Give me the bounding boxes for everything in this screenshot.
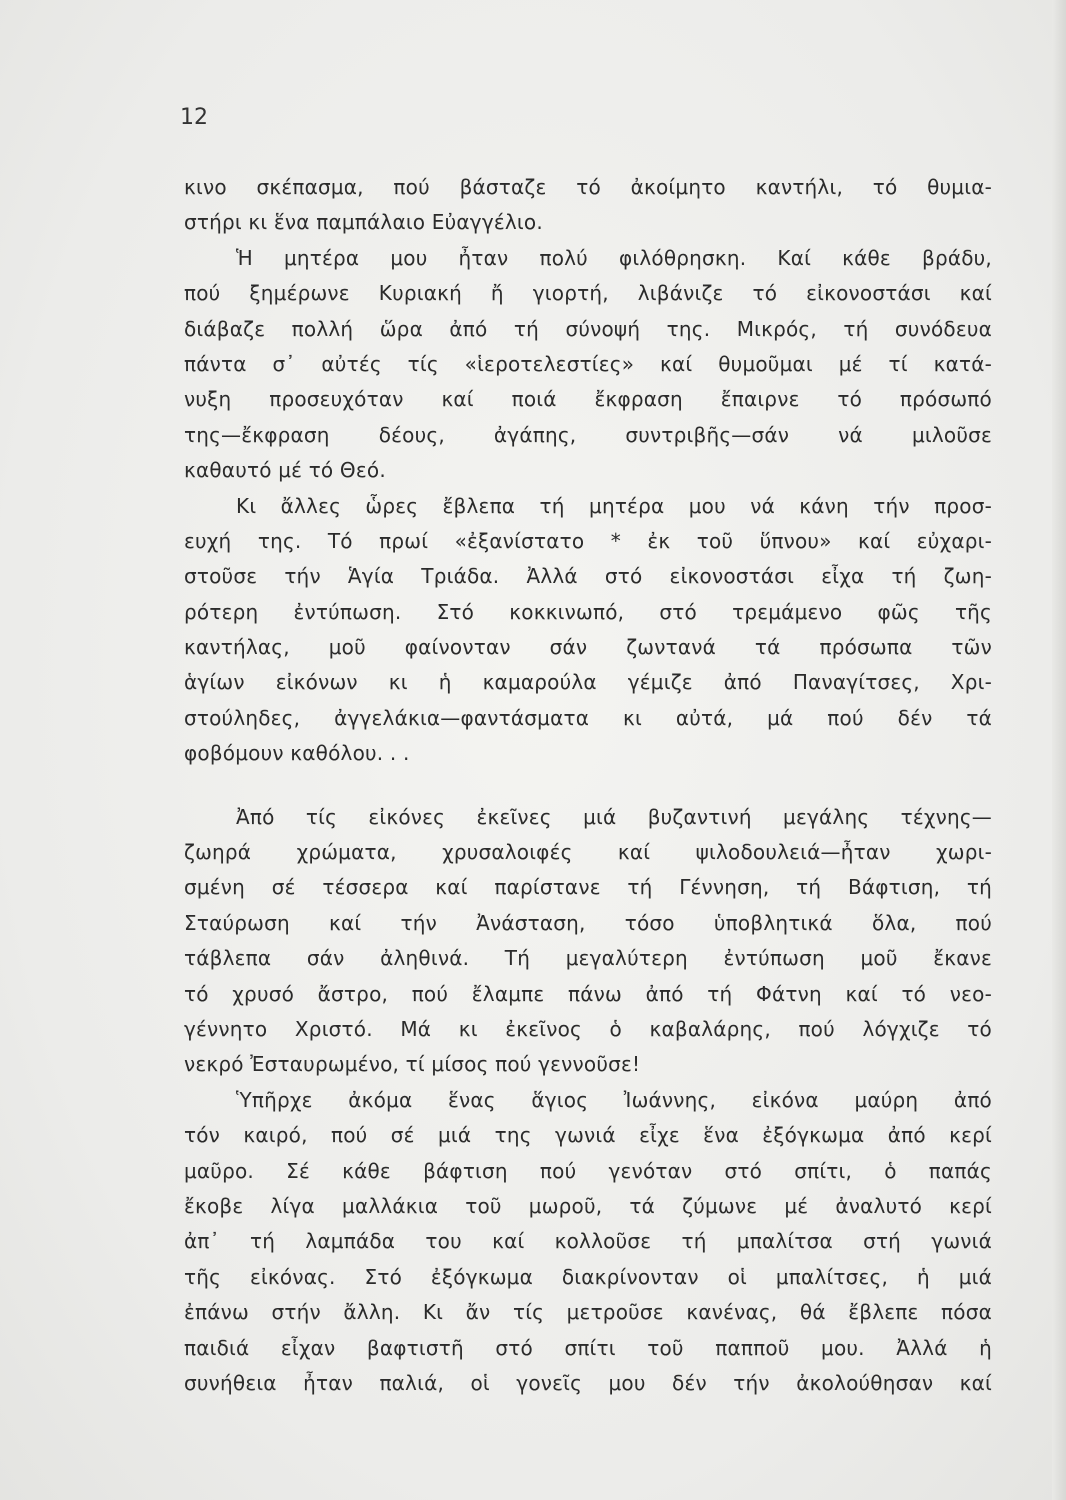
page-edge xyxy=(1052,0,1066,1500)
text-line: τῆς εἰκόνας. Στό ἐξόγκωμα διακρίνονταν οἱ μπαλίτσες, ἡ μιά xyxy=(184,1264,992,1289)
text-line: ρότερη ἐντύπωση. Στό κοκκινωπό, στό τρεμάμενο φῶς τῆς xyxy=(184,599,992,624)
text-line: τό χρυσό ἄστρο, πού ἔλαμπε πάνω ἀπό τή Φάτνη καί τό νεο- xyxy=(184,981,992,1006)
text-line: της—ἔκφραση δέους, ἀγάπης, συντριβῆς—σάν νά μιλοῦσε xyxy=(184,422,992,447)
text-line: ἀπ᾽ τή λαμπάδα του καί κολλοῦσε τή μπαλίτσα στή γωνιά xyxy=(184,1229,992,1254)
text-line: παιδιά εἶχαν βαφτιστῆ στό σπίτι τοῦ παπποῦ μου. Ἀλλά ἡ xyxy=(184,1335,992,1360)
text-line: στοῦσε τήν Ἁγία Τριάδα. Ἀλλά στό εἰκονοστάσι εἶχα τή ζωη- xyxy=(184,564,992,589)
text-line: στούληδες, ἀγγελάκια—φαντάσματα κι αὐτά, μά πού δέν τά xyxy=(184,705,992,730)
text-line: Σταύρωση καί τήν Ἀνάσταση, τόσο ὑποβλητικά ὅλα, πού xyxy=(184,910,992,935)
text-line: Ἡ μητέρα μου ἦταν πολύ φιλόθρησκη. Καί κάθε βράδυ, xyxy=(236,245,992,270)
text-line: σμένη σέ τέσσερα καί παρίστανε τή Γέννηση, τή Βάφτιση, τή xyxy=(184,875,992,900)
text-line: τόν καιρό, πού σέ μιά της γωνιά εἶχε ἕνα ἐξόγκωμα ἀπό κερί xyxy=(184,1123,992,1148)
text-line: ευχή της. Τό πρωί «ἐξανίστατο * ἐκ τοῦ ὕπνου» καί εὐχαρι- xyxy=(184,528,992,553)
text-line: ἔκοβε λίγα μαλλάκια τοῦ μωροῦ, τά ζύμωνε μέ ἀναλυτό κερί xyxy=(184,1193,992,1218)
paragraph xyxy=(184,170,992,241)
text-line: ζωηρά χρώματα, χρυσαλοιφές καί ψιλοδουλειά—ἦταν χωρι- xyxy=(184,840,992,865)
text-line: στήρι κι ἕνα παμπάλαιο Εὐαγγέλιο. xyxy=(184,210,543,235)
paragraph xyxy=(184,1083,992,1402)
text-line: πού ξημέρωνε Κυριακή ἤ γιορτή, λιβάνιζε τό εἰκονοστάσι καί xyxy=(184,281,992,306)
text-line: Ὑπῆρχε ἀκόμα ἕνας ἅγιος Ἰωάννης, εἰκόνα μαύρη ἀπό xyxy=(236,1087,992,1112)
text-line: πάντα σ᾽ αὐτές τίς «ἱεροτελεστίες» καί θυμοῦμαι μέ τί κατά- xyxy=(184,351,992,376)
paragraph xyxy=(184,241,992,489)
section-gap xyxy=(184,772,992,800)
paragraph xyxy=(184,489,992,772)
text-line: διάβαζε πολλή ὥρα ἀπό τή σύνοψή της. Μικρός, τή συνόδευα xyxy=(184,316,992,341)
text-line: ἁγίων εἰκόνων κι ἡ καμαρούλα γέμιζε ἀπό Παναγίτσες, Χρι- xyxy=(184,670,992,695)
paragraph xyxy=(184,800,992,1083)
text-line: γέννητο Χριστό. Μά κι ἐκεῖνος ὁ καβαλάρης, πού λόγχιζε τό xyxy=(184,1016,992,1041)
text-line: τάβλεπα σάν ἀληθινά. Τή μεγαλύτερη ἐντύπωση μοῦ ἔκανε xyxy=(184,946,992,971)
text-line: φοβόμουν καθόλου. . . xyxy=(184,741,410,766)
text-line: κινο σκέπασμα, πού βάσταζε τό ἀκοίμητο καντήλι, τό θυμια- xyxy=(184,175,992,199)
text-line: Κι ἄλλες ὧρες ἔβλεπα τή μητέρα μου νά κάνη τήν προσ- xyxy=(236,493,992,518)
text-line: καντήλας, μοῦ φαίνονταν σάν ζωντανά τά πρόσωπα τῶν xyxy=(184,635,992,660)
text-line: καθαυτό μέ τό Θεό. xyxy=(184,458,386,483)
text-line: νεκρό Ἐσταυρωμένο, τί μίσος πού γεννοῦσε! xyxy=(184,1052,641,1077)
text-line: νυξη προσευχόταν καί ποιά ἔκφραση ἔπαιρνε τό πρόσωπό xyxy=(184,387,992,412)
page-number: 12 xyxy=(180,105,208,130)
text-line: μαῦρο. Σέ κάθε βάφτιση πού γενόταν στό σπίτι, ὁ παπάς xyxy=(184,1158,992,1183)
text-line: Ἀπό τίς εἰκόνες ἐκεῖνες μιά βυζαντινή μεγάλης τέχνης— xyxy=(236,804,992,829)
body-text xyxy=(184,170,992,1401)
text-line: συνήθεια ἦταν παλιά, οἱ γονεῖς μου δέν τήν ἀκολούθησαν καί xyxy=(184,1370,992,1395)
text-line: ἐπάνω στήν ἄλλη. Κι ἄν τίς μετροῦσε κανένας, θά ἔβλεπε πόσα xyxy=(184,1300,992,1325)
